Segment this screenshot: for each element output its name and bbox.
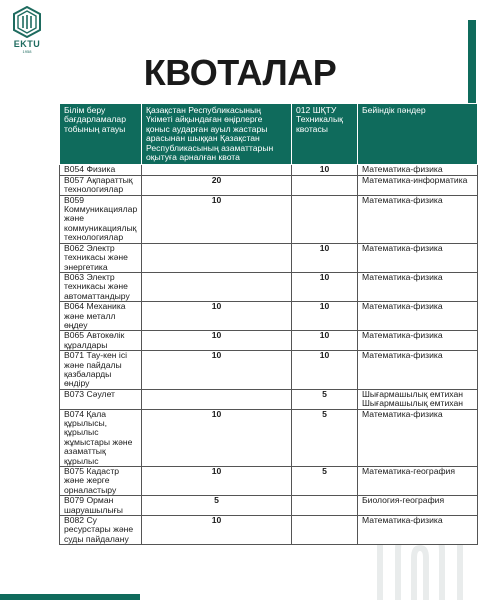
technical-quota-cell: 10 — [292, 351, 358, 390]
table-row — [60, 331, 478, 351]
government-quota-cell: 10 — [142, 331, 292, 351]
government-quota-cell: 10 — [142, 195, 292, 243]
column-header-government-quota: Қазақстан Республикасының Үкіметі айқындаған өңірлерге қоныс аударған ауыл жастары арасынан шыққан Қазақстан Республикасының азаматтарын оқытуға арналған квота — [142, 104, 292, 165]
decorative-bottom-bar — [0, 594, 140, 600]
subjects-cell: Математика-физика — [358, 243, 478, 272]
table-row — [60, 516, 478, 545]
column-header-program: Білім беру бағдарламалар тобының атауы — [60, 104, 142, 165]
subjects-cell: Математика-физика — [358, 516, 478, 545]
table-row — [60, 467, 478, 496]
government-quota-cell — [142, 243, 292, 272]
table-row — [60, 351, 478, 390]
table-row — [60, 409, 478, 466]
technical-quota-cell: 5 — [292, 467, 358, 496]
government-quota-cell — [142, 272, 292, 301]
government-quota-cell: 10 — [142, 302, 292, 331]
subjects-cell: Математика-физика — [358, 165, 478, 175]
technical-quota-cell — [292, 175, 358, 195]
subjects-cell: Математика-география — [358, 467, 478, 496]
subjects-cell: Математика-физика — [358, 409, 478, 466]
program-name-cell: B062 Электр техникасы және энергетика — [60, 243, 142, 272]
subjects-cell: Математика-физика — [358, 195, 478, 243]
table-header-row — [60, 104, 478, 165]
page-title: КВОТАЛАР — [143, 52, 337, 93]
technical-quota-cell — [292, 516, 358, 545]
table-row — [60, 165, 478, 175]
subjects-cell: Математика-физика — [358, 351, 478, 390]
column-header-subjects: Бейіндік пәндер — [358, 104, 478, 165]
technical-quota-cell — [292, 195, 358, 243]
technical-quota-cell: 5 — [292, 389, 358, 409]
government-quota-cell: 10 — [142, 516, 292, 545]
government-quota-cell: 10 — [142, 409, 292, 466]
government-quota-cell — [142, 389, 292, 409]
table-row — [60, 496, 478, 516]
logo-text: EKTU — [13, 39, 41, 49]
subjects-cell: Математика-физика — [358, 331, 478, 351]
program-name-cell: B071 Тау-кен ісі және пайдалы қазбаларды өндіру — [60, 351, 142, 390]
ektu-emblem-icon — [12, 6, 42, 38]
program-name-cell: B057 Ақпараттық технологиялар — [60, 175, 142, 195]
subjects-cell: Математика-физика — [358, 272, 478, 301]
table-row — [60, 195, 478, 243]
subjects-cell: Биология-география — [358, 496, 478, 516]
government-quota-cell — [142, 165, 292, 175]
program-name-cell: B079 Орман шаруашылығы — [60, 496, 142, 516]
program-name-cell: B074 Қала құрылысы, құрылыс жұмыстары және азаматтық құрылыс — [60, 409, 142, 466]
program-name-cell: B082 Су ресурстары және суды пайдалану — [60, 516, 142, 545]
table-row — [60, 175, 478, 195]
technical-quota-cell: 5 — [292, 409, 358, 466]
table-row — [60, 389, 478, 409]
government-quota-cell: 10 — [142, 351, 292, 390]
technical-quota-cell — [292, 496, 358, 516]
program-name-cell: B065 Автокөлік құралдары — [60, 331, 142, 351]
program-name-cell: B054 Физика — [60, 165, 142, 175]
subjects-cell: Математика-физика — [358, 302, 478, 331]
table-row — [60, 272, 478, 301]
logo-year: 1958 — [22, 49, 32, 54]
program-name-cell: B075 Кадастр және жерге орналастыру — [60, 467, 142, 496]
technical-quota-cell: 10 — [292, 272, 358, 301]
government-quota-cell: 20 — [142, 175, 292, 195]
program-name-cell: B063 Электр техникасы және автоматтандыру — [60, 272, 142, 301]
table-row — [60, 243, 478, 272]
technical-quota-cell: 10 — [292, 243, 358, 272]
table-row — [60, 302, 478, 331]
program-name-cell: B064 Механика және металл өңдеу — [60, 302, 142, 331]
government-quota-cell: 10 — [142, 467, 292, 496]
subjects-cell: Шығармашылық емтихан Шығармашылық емтихан — [358, 389, 478, 409]
column-header-technical-quota: 012 ШҚТУ Техникалық квотасы — [292, 104, 358, 165]
quota-table — [59, 103, 478, 545]
technical-quota-cell: 10 — [292, 302, 358, 331]
subjects-cell: Математика-информатика — [358, 175, 478, 195]
government-quota-cell: 5 — [142, 496, 292, 516]
program-name-cell: B059 Коммуникациялар және коммуникациялық технологиялар — [60, 195, 142, 243]
program-name-cell: B073 Сәулет — [60, 389, 142, 409]
technical-quota-cell: 10 — [292, 331, 358, 351]
technical-quota-cell: 10 — [292, 165, 358, 175]
